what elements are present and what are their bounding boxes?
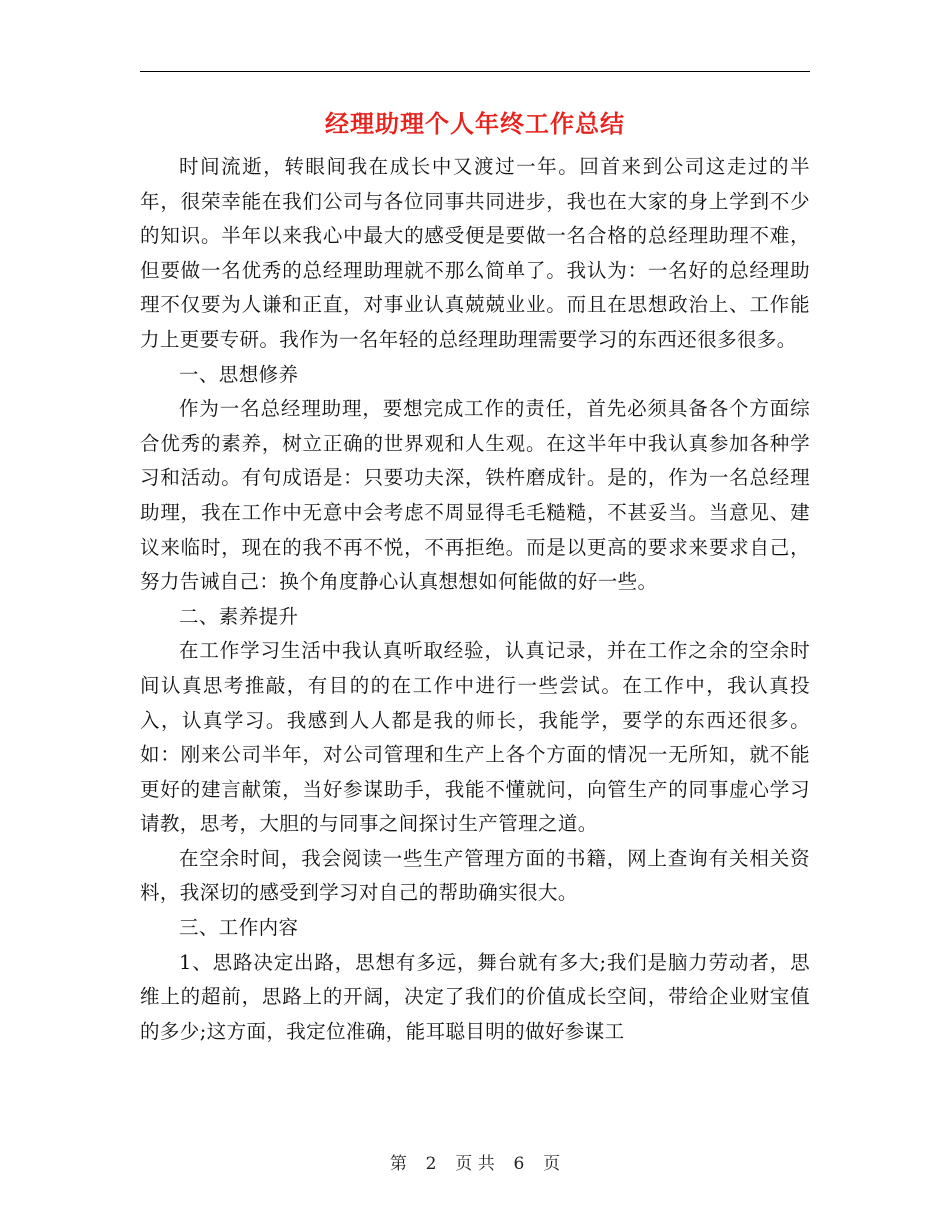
footer-middle: 页 共 — [455, 1154, 495, 1174]
header-rule — [140, 71, 810, 72]
ideology-paragraph: 作为一名总经理助理，要想完成工作的责任，首先必须具备各个方面综合优秀的素养，树立正确的世界观和人生观。在这半年中我认真参加各种学习和活动。有句成语是：只要功夫深，铁杵磨成针。是的，作为一名总经理助理，我在工作中无意中会考虑不周显得毛毛糙糙，不甚妥当。当意见、建议来临时，现在的我不再不悦，不再拒绝。而是以更高的要求来要求自己，努力告诫自己：换个角度静心认真想想如何能做的好一些。 — [140, 397, 810, 594]
spare-time-paragraph: 在空余时间，我会阅读一些生产管理方面的书籍，网上查询有关相关资料，我深切的感受到学习对自己的帮助确实很大。 — [140, 846, 810, 905]
quality-paragraph: 在工作学习生活中我认真听取经验，认真记录，并在工作之余的空余时间认真思考推敲，有目的的在工作中进行一些尝试。在工作中，我认真投入，认真学习。我感到人人都是我的师长，我能学，要学的东西还很多。如：刚来公司半年，对公司管理和生产上各个方面的情况一无所知，就不能更好的建言献策，当好参谋助手，我能不懂就问，向管生产的同事虚心学习请教，思考，大胆的与同事之间探讨生产管理之道。 — [140, 639, 810, 836]
section-heading-work: 三、工作内容 — [179, 916, 299, 940]
footer-suffix: 页 — [543, 1154, 561, 1174]
footer-total-pages: 6 — [513, 1154, 525, 1174]
document-title: 经理助理个人年终工作总结 — [325, 109, 625, 138]
work-item-1-paragraph: 1、思路决定出路，思想有多远，舞台就有多大;我们是脑力劳动者，思维上的超前，思路上的开阔，决定了我们的价值成长空间，带给企业财宝值的多少;这方面，我定位准确，能耳聪目明的做好参谋工 — [140, 950, 810, 1043]
page-footer — [0, 1152, 950, 1176]
section-heading-ideology: 一、思想修养 — [179, 362, 299, 386]
footer-prefix: 第 — [389, 1154, 407, 1174]
intro-paragraph: 时间流逝，转眼间我在成长中又渡过一年。回首来到公司这走过的半年，很荣幸能在我们公司与各位同事共同进步，我也在大家的身上学到不少的知识。半年以来我心中最大的感受便是要做一名合格的总经理助理不难，但要做一名优秀的总经理助理就不那么简单了。我认为：一名好的总经理助理不仅要为人谦和正直，对事业认真兢兢业业。而且在思想政治上、工作能力上更要专研。我作为一名年轻的总经理助理需要学习的东西还很多很多。 — [140, 155, 810, 351]
footer-current-page: 2 — [425, 1154, 437, 1174]
document-body — [140, 150, 810, 1049]
section-heading-quality: 二、素养提升 — [179, 604, 299, 628]
